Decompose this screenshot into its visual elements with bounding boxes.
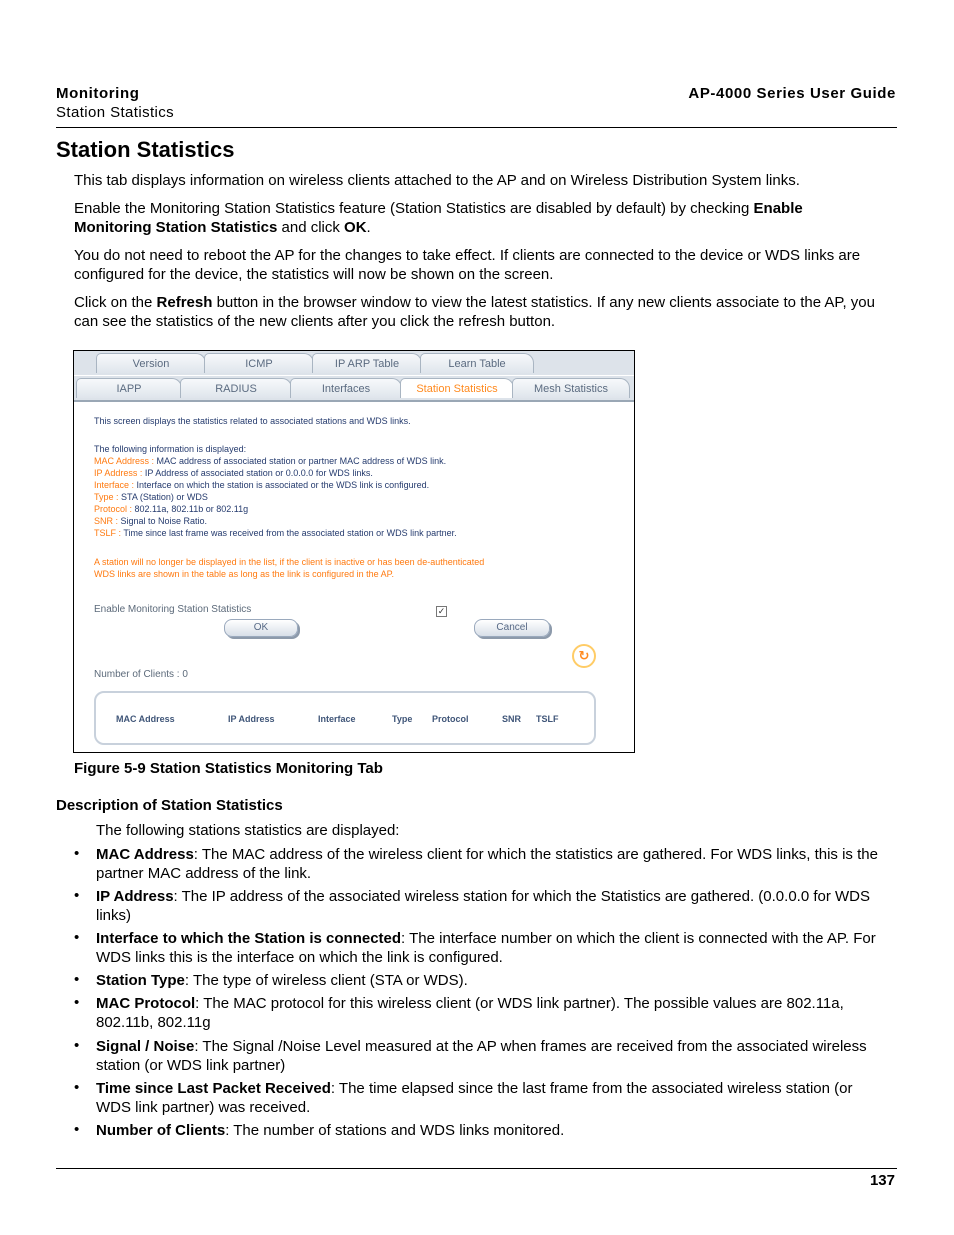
p4-bold-refresh: Refresh — [156, 294, 213, 311]
info-key: IP Address : — [94, 468, 143, 478]
bullet-ip-address — [96, 887, 902, 925]
info-key: Interface : — [94, 480, 135, 490]
p2-bold-enable: Enable — [753, 200, 803, 217]
description-intro: The following stations statistics are displayed: — [96, 822, 400, 839]
bullet-term: MAC Protocol — [96, 995, 196, 1012]
col-type: Type — [392, 714, 413, 724]
info-item-interface — [94, 479, 429, 491]
clients-count: Number of Clients : 0 — [94, 669, 188, 680]
figure-caption: Figure 5-9 Station Statistics Monitoring Tab — [74, 760, 383, 777]
paragraph-reboot — [74, 246, 904, 284]
tab-ip-arp-table[interactable]: IP ARP Table — [312, 353, 422, 373]
tab-mesh-statistics[interactable]: Mesh Statistics — [512, 378, 630, 398]
info-item-type — [94, 491, 208, 503]
stats-table — [94, 691, 596, 745]
tab-iapp[interactable]: IAPP — [76, 378, 182, 398]
tab-icmp[interactable]: ICMP — [204, 353, 314, 373]
p2-text-f: . — [366, 219, 371, 236]
bullet-desc-2: 802.11b, 802.11g — [96, 1014, 211, 1031]
p4-line2: can see the statistics of the new clients after you click the refresh button. — [74, 313, 556, 330]
bullet-term: Time since Last Packet Received — [96, 1080, 331, 1097]
info-item-ip — [94, 467, 373, 479]
page-number: 137 — [869, 1172, 895, 1189]
bullet-desc: : The interface number on which the client is connected with the AP. For — [401, 930, 876, 947]
tab-version[interactable]: Version — [96, 353, 206, 373]
header-section: Monitoring — [56, 85, 140, 102]
bullet-desc: : The IP address of the associated wireless station for which the Statistics are gathered. (0.0.0.0 for WDS — [173, 888, 870, 905]
bullet-term: IP Address — [96, 888, 174, 905]
tab-row-2 — [74, 376, 634, 402]
screen-intro: This screen displays the statistics related to associated stations and WDS links. — [94, 416, 411, 426]
p2-text-a: Enable the Monitoring Station Statistics feature (Station Statistics are disabled by default) by checking — [74, 200, 754, 217]
bullet-desc-2: WDS links this is the interface on which the link is configured. — [96, 949, 503, 966]
tab-radius[interactable]: RADIUS — [180, 378, 292, 398]
refresh-icon[interactable]: ↻ — [572, 644, 596, 668]
info-desc: 802.11a, 802.11b or 802.11g — [132, 504, 249, 514]
info-desc: Interface on which the station is associated or the WDS link is configured. — [134, 480, 430, 490]
bullet-marker: • — [74, 971, 80, 988]
note-line-2: WDS links are shown in the table as long as the link is configured in the AP. — [94, 569, 395, 579]
p2-bold-feature: Monitoring Station Statistics — [74, 219, 278, 236]
info-desc: IP Address of associated station or 0.0.0.0 for WDS links. — [142, 468, 373, 478]
footer-rule — [56, 1168, 897, 1169]
bullet-desc: : The Signal /Noise Level measured at the AP when frames are received from the associated wireless — [194, 1038, 867, 1055]
p4-text-c: button in the browser window to view the latest statistics. If any new clients associate to the AP, you — [212, 294, 875, 311]
tab-interfaces[interactable]: Interfaces — [290, 378, 402, 398]
bullet-marker: • — [74, 1121, 80, 1138]
description-heading: Description of Station Statistics — [56, 797, 283, 814]
bullet-desc: : The number of stations and WDS links monitored. — [225, 1122, 565, 1139]
bullet-desc: : The type of wireless client (STA or WDS). — [184, 972, 468, 989]
bullet-signal-noise — [96, 1037, 902, 1075]
ok-button[interactable]: OK — [224, 619, 298, 637]
bullet-marker: • — [74, 845, 80, 862]
info-item-tslf — [94, 527, 457, 539]
bullet-desc-2: WDS link partner) was received. — [96, 1099, 311, 1116]
bullet-marker: • — [74, 1079, 80, 1096]
info-item-mac — [94, 455, 446, 467]
bullet-marker: • — [74, 994, 80, 1011]
bullet-mac-address — [96, 845, 902, 883]
info-key: SNR : — [94, 516, 119, 526]
p3-line1: You do not need to reboot the AP for the changes to take effect. If clients are connected to the device or WDS links are — [74, 247, 861, 264]
bullet-interface — [96, 929, 902, 967]
info-heading: The following information is displayed: — [94, 444, 247, 454]
bullet-desc: : The MAC address of the wireless client for which the statistics are gathered. For WDS links, this is the — [193, 846, 878, 863]
bullet-time-since-last-packet — [96, 1079, 902, 1117]
page-title: Station Statistics — [56, 137, 235, 162]
enable-label: Enable Monitoring Station Statistics — [94, 604, 252, 615]
bullet-station-type — [96, 971, 902, 990]
paragraph-enable — [74, 199, 904, 237]
enable-checkbox[interactable]: ✓ — [437, 606, 446, 616]
bullet-marker: • — [74, 1037, 80, 1054]
bullet-marker: • — [74, 929, 80, 946]
bullet-desc-2: station (or WDS link partner) — [96, 1057, 286, 1074]
bullet-term: Signal / Noise — [96, 1038, 195, 1055]
p2-bold-ok: OK — [344, 219, 367, 236]
info-key: TSLF : — [94, 528, 122, 538]
info-desc: Signal to Noise Ratio. — [118, 516, 208, 526]
p3-line2: configured for the device, the statistics will now be shown on the screen. — [74, 266, 554, 283]
note-line-1: A station will no longer be displayed in the list, if the client is inactive or has been de-authenticated — [94, 557, 485, 567]
p4-text-a: Click on the — [74, 294, 157, 311]
tab-station-statistics[interactable]: Station Statistics — [400, 378, 514, 398]
bullet-number-of-clients — [96, 1121, 902, 1140]
col-ip-address: IP Address — [228, 714, 275, 724]
info-desc: STA (Station) or WDS — [118, 492, 208, 502]
tab-learn-table[interactable]: Learn Table — [420, 353, 534, 373]
bullet-desc: : The time elapsed since the last frame from the associated wireless station (or — [330, 1080, 853, 1097]
col-mac-address: MAC Address — [116, 714, 175, 724]
info-item-snr — [94, 515, 207, 527]
paragraph-intro: This tab displays information on wireless clients attached to the AP and on Wireless Distribution System links. — [74, 172, 800, 189]
info-desc: MAC address of associated station or partner MAC address of WDS link. — [154, 456, 447, 466]
col-snr: SNR — [502, 714, 522, 724]
station-statistics-screenshot — [73, 350, 635, 753]
p2-text-d: and click — [277, 219, 345, 236]
bullet-marker: • — [74, 887, 80, 904]
info-key: MAC Address : — [94, 456, 155, 466]
bullet-desc-2: links) — [96, 907, 132, 924]
info-key: Type : — [94, 492, 119, 502]
bullet-term: MAC Address — [96, 846, 194, 863]
paragraph-refresh — [74, 293, 904, 331]
header-guide-title: AP-4000 Series User Guide — [688, 85, 896, 102]
info-item-protocol — [94, 503, 248, 515]
header-rule — [56, 127, 897, 128]
col-interface: Interface — [318, 714, 356, 724]
tab-row-1 — [74, 351, 634, 375]
bullet-desc: : The MAC protocol for this wireless client (or WDS link partner). The possible values are 802.11a, — [195, 995, 844, 1012]
col-protocol: Protocol — [432, 714, 469, 724]
col-tslf: TSLF — [536, 714, 559, 724]
bullet-term: Number of Clients — [96, 1122, 226, 1139]
bullet-desc-2: partner MAC address of the link. — [96, 865, 312, 882]
bullet-term: Interface to which the Station is connected — [96, 930, 402, 947]
info-desc: Time since last frame was received from the associated station or WDS link partner. — [121, 528, 457, 538]
bullet-mac-protocol — [96, 994, 902, 1032]
info-key: Protocol : — [94, 504, 133, 514]
cancel-button[interactable]: Cancel — [474, 619, 550, 637]
header-subsection: Station Statistics — [56, 104, 175, 121]
bullet-term: Station Type — [96, 972, 185, 989]
